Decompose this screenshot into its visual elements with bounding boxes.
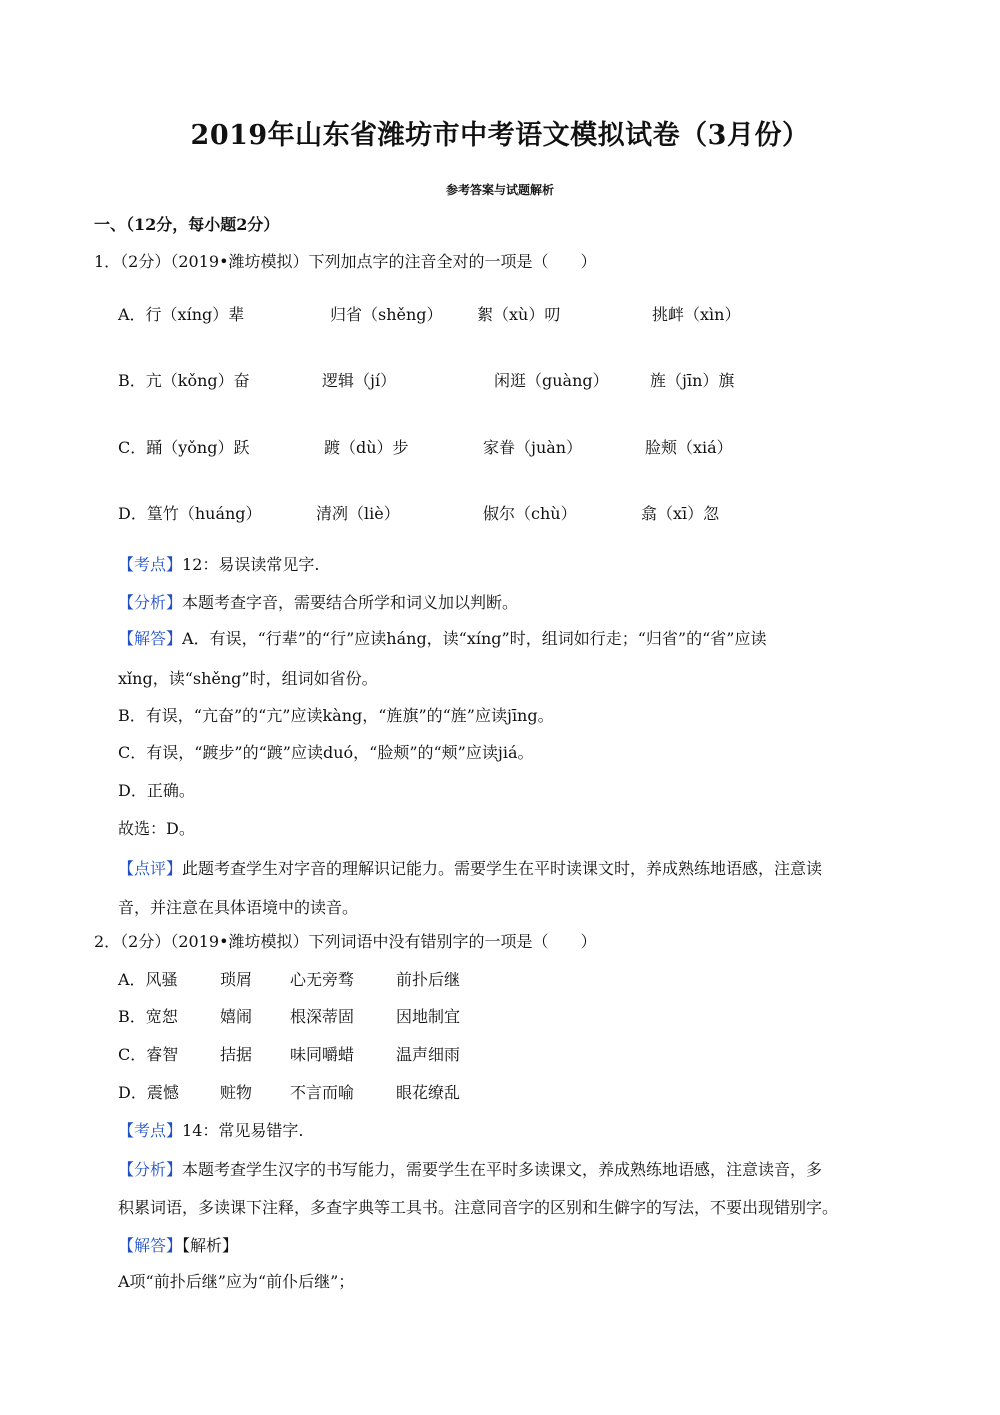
q2-option-a-word4: 前扑后继 bbox=[396, 970, 461, 989]
q1-fenxi: 【分析】本题考查字音，需要结合所学和词义加以判断。 bbox=[118, 593, 519, 612]
q1-jieda-line3: B．有误，“亢奋”的“亢”应读kàng，“旌旗”的“旌”应读jīng。 bbox=[118, 706, 554, 725]
q2-option-c-word2: 拮据 bbox=[220, 1045, 253, 1064]
dianping-tag: 【点评】 bbox=[118, 859, 183, 878]
q1-option-c-word2: 踱（dù）步 bbox=[324, 438, 409, 457]
q2-option-b-word3: 根深蒂固 bbox=[290, 1007, 355, 1026]
q2-option-a: A．风骚 bbox=[118, 970, 178, 989]
q2-option-c: C．睿智 bbox=[118, 1045, 179, 1064]
jieda-tag: 【解答】 bbox=[118, 629, 183, 648]
q1-dianping-line2: 音，并注意在具体语境中的读音。 bbox=[118, 898, 359, 917]
q2-option-a-word2: 琐屑 bbox=[220, 970, 253, 989]
q2-option-b-word4: 因地制宜 bbox=[396, 1007, 461, 1026]
q1-jieda-line2: xǐng，读“shěng”时，组词如省份。 bbox=[118, 669, 378, 688]
q1-option-a-word4: 挑衅（xìn） bbox=[652, 305, 741, 324]
jieda-tag: 【解答】 bbox=[118, 1236, 183, 1255]
q1-option-c-word4: 脸颊（xiá） bbox=[645, 438, 733, 457]
q1-option-b-word3: 闲逛（guàng） bbox=[494, 371, 609, 390]
q2-stem: 2．（2分）（2019•潍坊模拟）下列词语中没有错别字的一项是（ ） bbox=[94, 932, 597, 951]
q2-fenxi-line2: 积累词语，多读课下注释，多查字典等工具书。注意同音字的区别和生僻字的写法，不要出现错别字。 bbox=[118, 1198, 839, 1217]
q1-option-b-word2: 逻辑（jí） bbox=[322, 371, 397, 390]
q2-option-d-word2: 赃物 bbox=[220, 1083, 253, 1102]
q1-option-d-word3: 俶尔（chù） bbox=[483, 504, 577, 523]
q1-option-a-word2: 归省（shěng） bbox=[330, 305, 443, 324]
q2-option-b: B．宽恕 bbox=[118, 1007, 178, 1026]
page-title: 2019年山东省潍坊市中考语文模拟试卷（3月份） bbox=[190, 120, 810, 151]
fenxi-tag: 【分析】 bbox=[118, 1160, 183, 1179]
q1-stem: 1．（2分）（2019•潍坊模拟）下列加点字的注音全对的一项是（ ） bbox=[94, 252, 597, 271]
q1-kaodian: 【考点】12：易误读常见字. bbox=[118, 555, 320, 574]
q2-option-b-word2: 嬉闹 bbox=[220, 1007, 253, 1026]
q2-option-a-word3: 心无旁骛 bbox=[290, 970, 355, 989]
q1-option-a: A．行（xíng）辈 bbox=[118, 305, 245, 324]
q1-jieda-line1: 【解答】A．有误，“行辈”的“行”应读háng，读“xíng”时，组词如行走；“归省”的“省”应读 bbox=[118, 629, 767, 648]
q1-option-c-word3: 家眷（juàn） bbox=[483, 438, 583, 457]
q2-option-d-word3: 不言而喻 bbox=[290, 1083, 355, 1102]
q2-option-d: D．震憾 bbox=[118, 1083, 179, 1102]
section-header: 一、（12分，每小题2分） bbox=[94, 215, 280, 234]
q1-jieda-line6: 故选：D。 bbox=[118, 819, 195, 838]
q1-option-b: B．亢（kǒng）奋 bbox=[118, 371, 250, 390]
q2-jieda-line1: A项“前扑后继”应为“前仆后继”； bbox=[118, 1272, 355, 1291]
q1-option-a-word3: 絮（xù）叨 bbox=[477, 305, 561, 324]
fenxi-tag: 【分析】 bbox=[118, 593, 183, 612]
q2-option-c-word4: 温声细雨 bbox=[396, 1045, 461, 1064]
q1-option-c: C．踊（yǒng）跃 bbox=[118, 438, 250, 457]
q2-kaodian: 【考点】14：常见易错字. bbox=[118, 1121, 304, 1140]
q1-option-d: D．篁竹（huáng） bbox=[118, 504, 262, 523]
q1-jieda-line5: D．正确。 bbox=[118, 781, 195, 800]
q1-option-d-word2: 清冽（liè） bbox=[316, 504, 400, 523]
kaodian-tag: 【考点】 bbox=[118, 1121, 183, 1140]
q1-dianping-line1: 【点评】此题考查学生对字音的理解识记能力。需要学生在平时读课文时，养成熟练地语感，注意读 bbox=[118, 859, 823, 878]
q2-jieda-header: 【解答】【解析】 bbox=[118, 1236, 239, 1255]
page-subtitle: 参考答案与试题解析 bbox=[445, 183, 554, 197]
q2-option-c-word3: 味同嚼蜡 bbox=[290, 1045, 355, 1064]
q1-option-b-word4: 旌（jīn）旗 bbox=[650, 371, 735, 390]
kaodian-tag: 【考点】 bbox=[118, 555, 183, 574]
q1-jieda-line4: C．有误，“踱步”的“踱”应读duó，“脸颊”的“颊”应读jiá。 bbox=[118, 743, 534, 762]
q2-fenxi-line1: 【分析】本题考查学生汉字的书写能力，需要学生在平时多读课文，养成熟练地语感，注意读音，多 bbox=[118, 1160, 823, 1179]
q1-option-d-word4: 翕（xī）忽 bbox=[641, 504, 720, 523]
q2-option-d-word4: 眼花缭乱 bbox=[396, 1083, 461, 1102]
